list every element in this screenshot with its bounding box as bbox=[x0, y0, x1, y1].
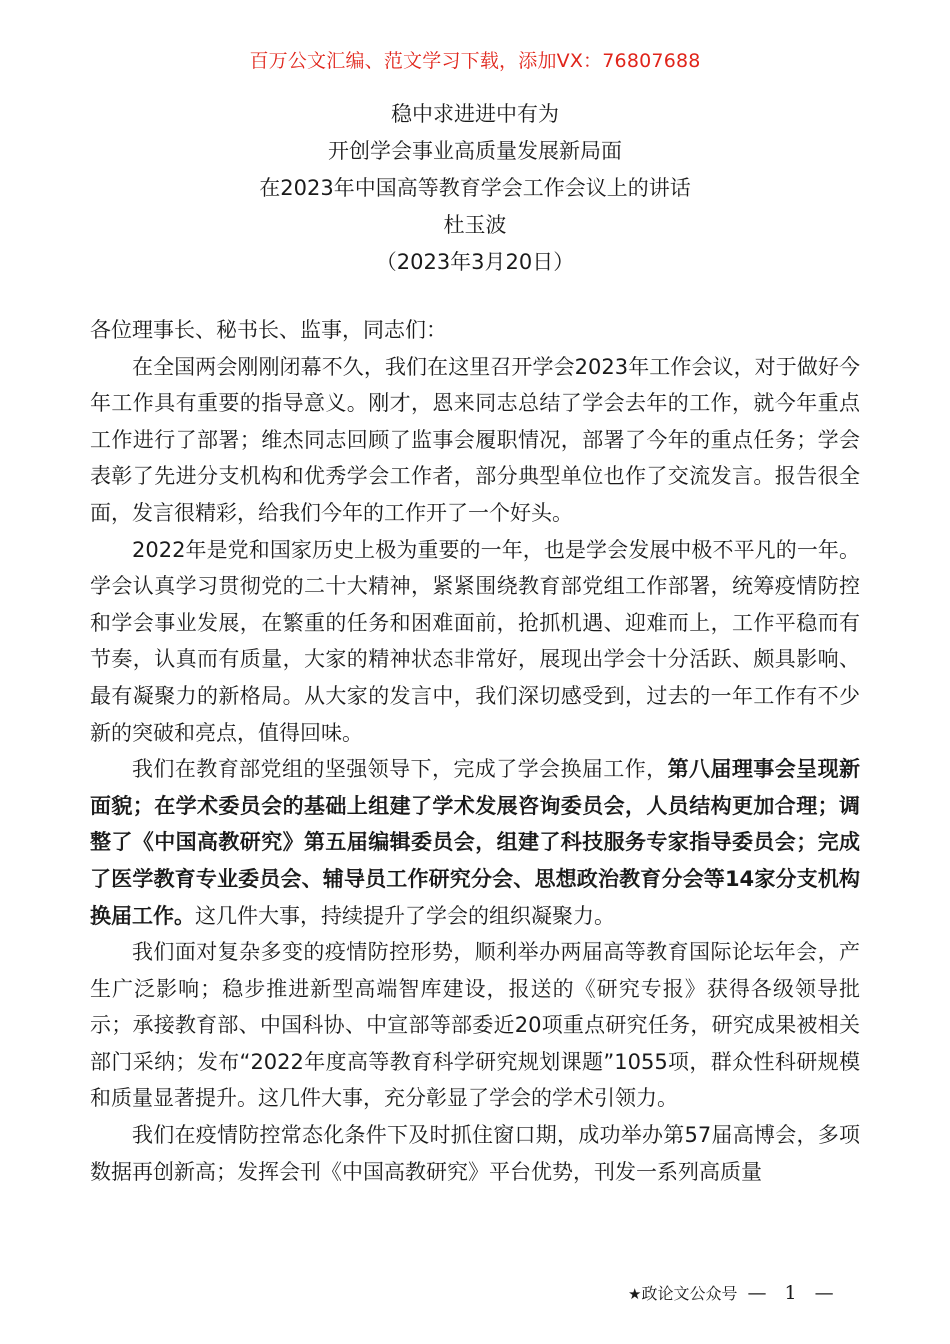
title-line-2: 开创学会事业高质量发展新局面 bbox=[328, 139, 622, 163]
watermark-text: 百万公文汇编、范文学习下载，添加VX：76807688 bbox=[249, 50, 701, 72]
title-block bbox=[0, 96, 950, 281]
page-number: — 1 — bbox=[747, 1282, 840, 1304]
paragraph-3 bbox=[90, 751, 860, 934]
paragraph-3-bold: 第八届理事会呈现新面貌；在学术委员会的基础上组建了学术发展咨询委员会，人员结构更加合理；调整了《中国高教研究》第五届编辑委员会，组建了科技服务专家指导委员会；完成了医学教育专业委员会、辅导员工作研究分会、思想政治教育分会等14家分支机构换届工作。 bbox=[90, 757, 861, 928]
paragraph-4: 我们面对复杂多变的疫情防控形势，顺利举办两届高等教育国际论坛年会，产生广泛影响；稳步推进新型高端智库建设，报送的《研究专报》获得各级领导批示；承接教育部、中国科协、中宣部等部委近20项重点研究任务，研究成果被相关部门采纳；发布“2022年度高等教育科学研究规划课题”1055项，群众性科研规模和质量显著提升。这几件大事，充分彰显了学会的学术引领力。 bbox=[90, 940, 860, 1111]
paragraph-2: 2022年是党和国家历史上极为重要的一年，也是学会发展中极不平凡的一年。学会认真学习贯彻党的二十大精神，紧紧围绕教育部党组工作部署，统筹疫情防控和学会事业发展，在繁重的任务和困难面前，抢抓机遇、迎难而上，工作平稳而有节奏，认真而有质量，大家的精神状态非常好，展现出学会十分活跃、颇具影响、最有凝聚力的新格局。从大家的发言中，我们深切感受到，过去的一年工作有不少新的突破和亮点，值得回味。 bbox=[90, 537, 860, 745]
body-text bbox=[90, 312, 860, 1190]
author-name: 杜玉波 bbox=[443, 213, 507, 237]
paragraph-3-end: 这几件大事，持续提升了学会的组织凝聚力。 bbox=[195, 903, 615, 928]
star-icon: ★ bbox=[628, 1285, 642, 1303]
page-footer bbox=[628, 1281, 840, 1304]
salutation: 各位理事长、秘书长、监事，同志们： bbox=[90, 318, 447, 342]
paragraph-1: 在全国两会刚刚闭幕不久，我们在这里召开学会2023年工作会议，对于做好今年工作具有重要的指导意义。刚才，恩来同志总结了学会去年的工作，就今年重点工作进行了部署；维杰同志回顾了监事会履职情况，部署了今年的重点任务；学会表彰了先进分支机构和优秀学会工作者，部分典型单位也作了交流发言。报告很全面，发言很精彩，给我们今年的工作开了一个好头。 bbox=[90, 354, 860, 525]
title-line-1: 稳中求进进中有为 bbox=[391, 102, 559, 126]
speech-date: （2023年3月20日） bbox=[375, 250, 575, 274]
title-line-3: 在2023年中国高等教育学会工作会议上的讲话 bbox=[259, 176, 691, 200]
paragraph-5: 我们在疫情防控常态化条件下及时抓住窗口期，成功举办第57届高博会，多项数据再创新高；发挥会刊《中国高教研究》平台优势，刊发一系列高质量 bbox=[90, 1123, 860, 1184]
paragraph-3-start: 我们在教育部党组的坚强领导下，完成了学会换届工作， bbox=[132, 757, 668, 782]
footer-source: 政论文公众号 bbox=[641, 1284, 738, 1303]
